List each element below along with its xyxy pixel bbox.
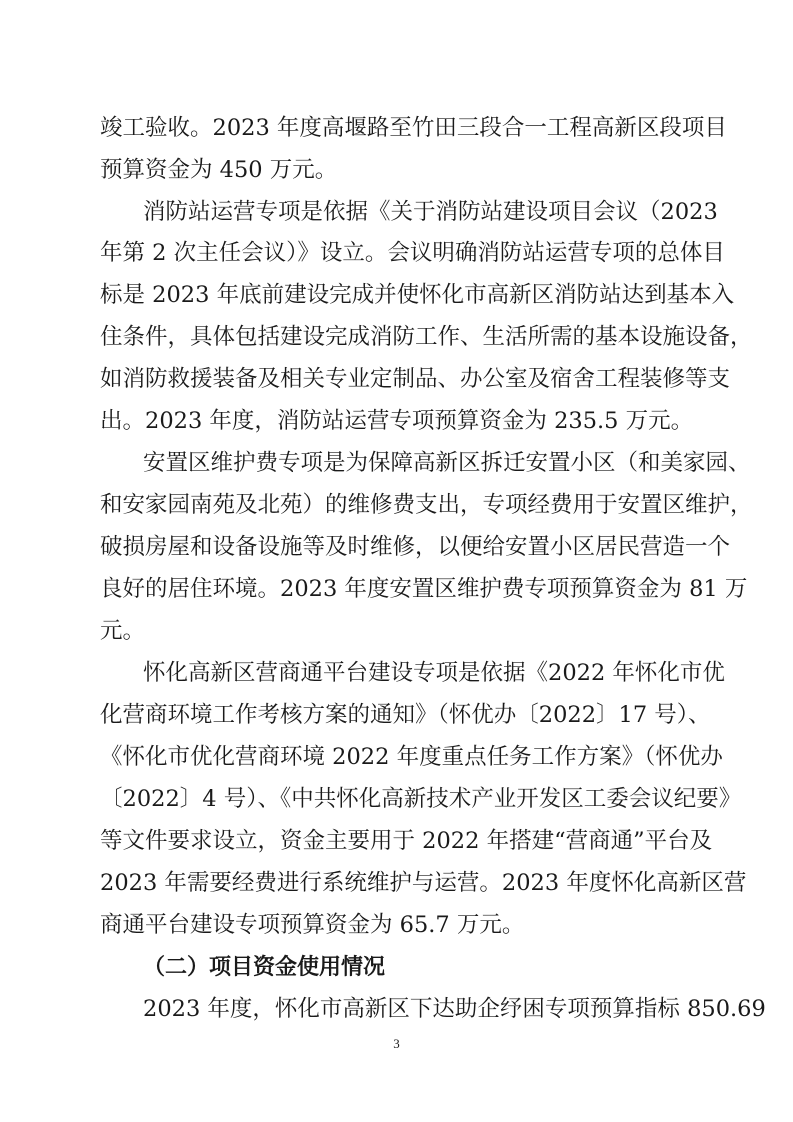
paragraph-line: 《怀化市优化营商环境 2022 年度重点任务工作方案》（怀优办 <box>100 744 723 770</box>
section-heading: （二）项目资金使用情况 <box>143 954 386 980</box>
paragraph-line: 住条件，具体包括建设完成消防工作、生活所需的基本设施设备， <box>100 324 753 350</box>
paragraph-line: 2023 年需要经费进行系统维护与运营。2023 年度怀化高新区营 <box>100 870 747 896</box>
paragraph-line: 化营商环境工作考核方案的通知》（怀优办〔2022〕17 号）、 <box>100 702 711 728</box>
paragraph-line: 等文件要求设立，资金主要用于 2022 年搭建“营商通”平台及 <box>100 828 713 854</box>
paragraph-line: 预算资金为 450 万元。 <box>100 157 338 183</box>
paragraph-line: 怀化高新区营商通平台建设专项是依据《2022 年怀化市优 <box>143 660 725 686</box>
paragraph-line: 如消防救援装备及相关专业定制品、办公室及宿舍工程装修等支 <box>100 366 731 392</box>
paragraph-line: 安置区维护费专项是为保障高新区拆迁安置小区（和美家园、 <box>143 450 751 476</box>
paragraph-line: 竣工验收。2023 年度高堰路至竹田三段合一工程高新区段项目 <box>100 115 727 141</box>
paragraph-line: 年第 2 次主任会议）》设立。会议明确消防站运营专项的总体目 <box>100 240 725 266</box>
paragraph-line: 元。 <box>100 618 146 644</box>
paragraph-line: 出。2023 年度，消防站运营专项预算资金为 235.5 万元。 <box>100 408 694 434</box>
paragraph-line: 标是 2023 年底前建设完成并使怀化市高新区消防站达到基本入 <box>100 282 735 308</box>
paragraph-line: 破损房屋和设备设施等及时维修，以便给安置小区居民营造一个 <box>100 534 731 560</box>
paragraph-line: 和安家园南苑及北苑）的维修费支出，专项经费用于安置区维护， <box>100 492 753 518</box>
paragraph-line: 〔2022〕4 号）、《中共怀化高新技术产业开发区工委会议纪要》 <box>100 786 742 812</box>
paragraph-line: 消防站运营专项是依据《关于消防站建设项目会议（2023 <box>143 199 718 225</box>
paragraph-line: 2023 年度，怀化市高新区下达助企纾困专项预算指标 850.69 <box>143 996 766 1022</box>
page-number: 3 <box>393 1036 400 1051</box>
paragraph-line: 商通平台建设专项预算资金为 65.7 万元。 <box>100 912 525 938</box>
paragraph-line: 良好的居住环境。2023 年度安置区维护费专项预算资金为 81 万 <box>100 576 748 602</box>
